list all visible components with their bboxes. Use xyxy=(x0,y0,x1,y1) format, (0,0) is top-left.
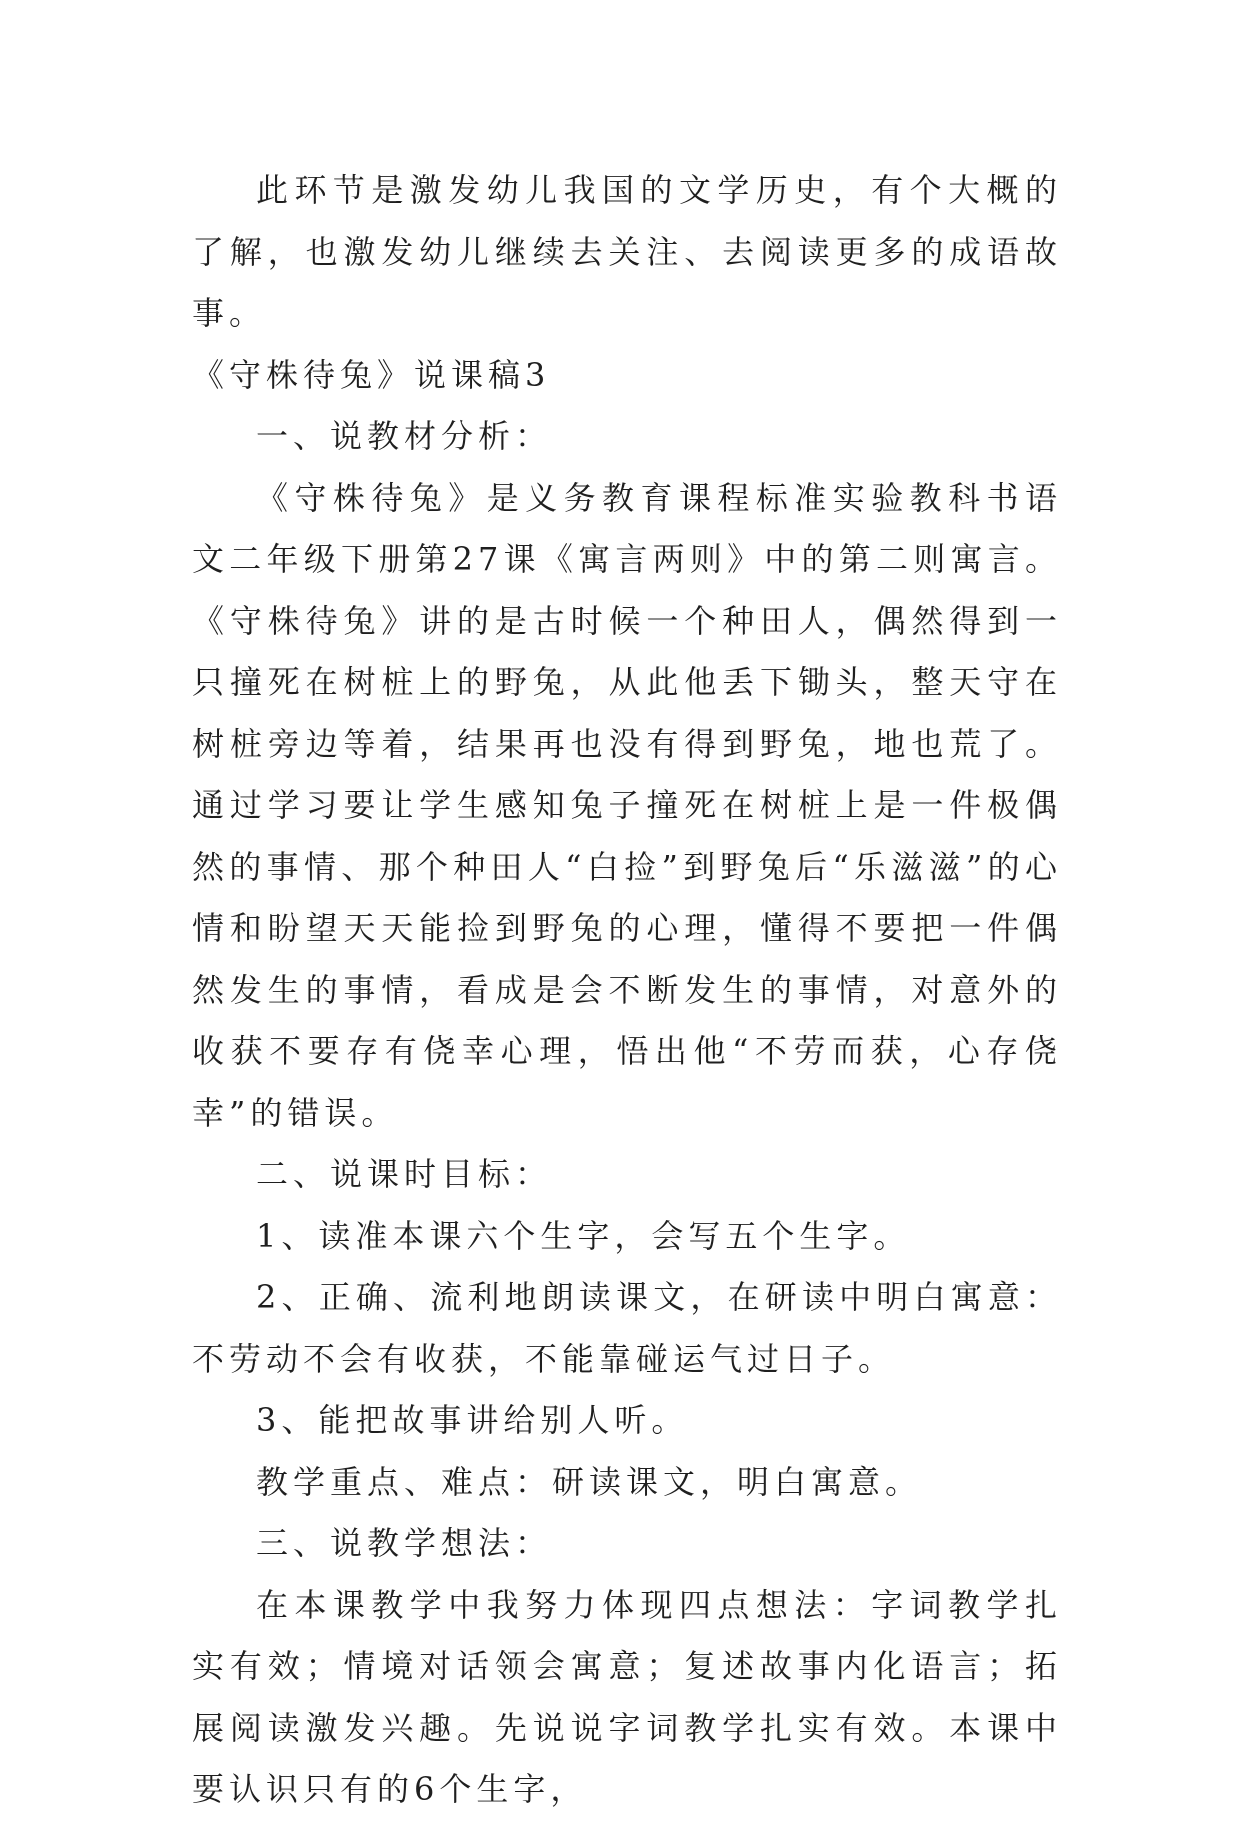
section-title: 《守株待兔》说课稿3 xyxy=(192,355,551,394)
heading-lesson-goals: 二、说课时目标： xyxy=(256,1155,553,1193)
paragraph-textbook-analysis: 《守株待兔》是义务教育课程标准实验教科书语文二年级下册第27课《寓言两则》中的第二则寓言。《守株待兔》讲的是古时候一个种田人，偶然得到一只撞死在树桩上的野兔，从此他丢下锄头，整天守在树桩旁边等着，结果再也没有得到野兔，地也荒了。通过学习要让学生感知兔子撞死在树桩上是一件极偶然的事情、那个种田人“白捡”到野兔后“乐滋滋”的心情和盼望天天能捡到野兔的心理，懂得不要把一件偶然发生的事情，看成是会不断发生的事情，对意外的收获不要存有侥幸心理，悟出他“不劳而获，心存侥幸”的错误。 xyxy=(192,478,1062,1132)
document-body xyxy=(192,160,1062,1821)
paragraph-intro-closing: 此环节是激发幼儿我国的文学历史，有个大概的了解，也激发幼儿继续去关注、去阅读更多的成语故事。 xyxy=(192,171,1062,332)
goal-item-3: 3、能把故事讲给别人听。 xyxy=(256,1401,689,1439)
goal-item-1: 1、读准本课六个生字，会写五个生字。 xyxy=(256,1216,911,1255)
goal-item-2: 2、正确、流利地朗读课文，在研读中明白寓意：不劳动不会有收获，不能靠碰运气过日子。 xyxy=(192,1278,1062,1378)
heading-teaching-ideas: 三、说教学想法： xyxy=(256,1524,553,1562)
heading-textbook-analysis: 一、说教材分析： xyxy=(256,417,553,455)
key-difficult-points: 教学重点、难点：研读课文，明白寓意。 xyxy=(256,1462,923,1501)
paragraph-teaching-ideas: 在本课教学中我努力体现四点想法：字词教学扎实有效；情境对话领会寓意；复述故事内化语言；拓展阅读激发兴趣。先说说字词教学扎实有效。本课中要认识只有的6个生字， xyxy=(192,1585,1062,1808)
